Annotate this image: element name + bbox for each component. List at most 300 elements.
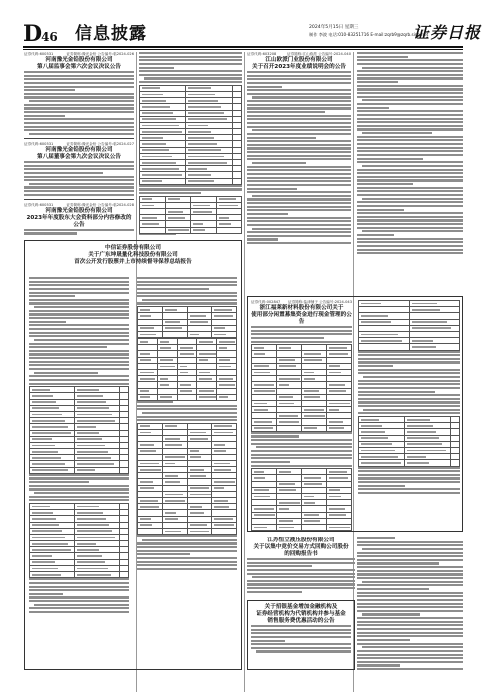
text-line	[29, 611, 129, 613]
text-line	[357, 624, 463, 626]
notice-right-col	[137, 277, 237, 572]
text-line	[357, 158, 423, 160]
notice-title-line: 第八届董事会第九次会议决议公告	[37, 153, 121, 160]
text-line	[247, 220, 351, 222]
table-cell	[140, 178, 186, 184]
text-line	[137, 416, 237, 418]
text-line	[137, 546, 237, 548]
table-cell	[162, 528, 187, 534]
text-line	[24, 89, 75, 91]
text-line	[247, 558, 355, 560]
masthead-rule	[23, 46, 463, 48]
data-table	[358, 300, 460, 351]
text-line	[137, 542, 237, 544]
text-line	[247, 235, 351, 237]
text-line	[137, 408, 237, 410]
stock-name-code: 证券简称:豫光金铅 公告编号:临2024-027	[66, 141, 134, 146]
text-line	[29, 589, 129, 591]
stock-name-code: 证券简称:豫光金铅 公告编号:临2024-028	[66, 202, 134, 207]
editors-line: 制作 李波 电话:010-83251716 E-mail:zqrb9@zqrb.sina.net	[309, 32, 429, 37]
text-line	[358, 412, 460, 414]
notice-header	[251, 300, 352, 326]
text-line	[357, 125, 463, 127]
notice-right-col	[357, 52, 463, 292]
text-line	[362, 548, 463, 550]
table-cell	[186, 178, 232, 184]
text-line	[357, 212, 463, 214]
text-line	[29, 343, 129, 345]
text-line	[363, 376, 460, 378]
table-cell	[120, 572, 129, 578]
text-line	[357, 570, 463, 572]
table-cell	[30, 467, 75, 473]
separator	[24, 199, 134, 200]
text-line	[139, 56, 242, 58]
text-line	[357, 114, 463, 116]
table-cell	[75, 572, 120, 578]
text-line	[29, 578, 129, 580]
text-line	[357, 92, 463, 94]
text-line	[247, 238, 278, 240]
text-line	[357, 52, 463, 54]
text-line	[247, 147, 351, 149]
text-line	[251, 461, 290, 463]
text-line	[357, 668, 463, 670]
text-line	[357, 176, 463, 178]
table-cell	[187, 528, 212, 534]
notice-title-line: 关于以集中竞价交易方式回购公司股份	[253, 544, 349, 550]
stock-name-code: 证券简称:盐津铺子 公告编号:2024-043	[288, 300, 352, 304]
text-line	[29, 375, 129, 377]
page-number: D46	[23, 21, 58, 47]
text-line	[358, 474, 460, 476]
text-line	[357, 657, 463, 659]
table-cell	[157, 394, 177, 400]
text-line	[29, 332, 129, 334]
text-line	[247, 231, 351, 233]
table-cell	[232, 178, 241, 184]
notice-right-col	[247, 52, 351, 292]
section-title: 信息披露	[75, 24, 147, 44]
text-line	[357, 216, 463, 218]
text-line	[142, 299, 237, 301]
text-line	[357, 559, 463, 561]
text-line	[357, 234, 394, 236]
data-table	[137, 306, 237, 338]
text-line	[247, 173, 351, 175]
text-line	[357, 661, 463, 663]
data-table	[29, 386, 129, 474]
text-line	[358, 492, 460, 494]
text-line	[357, 74, 463, 76]
text-line	[357, 169, 463, 171]
text-line	[29, 488, 129, 490]
text-line	[357, 154, 463, 156]
text-line	[357, 639, 410, 641]
notice-title-line: 第八届监事会第六次会议决议公告	[37, 64, 121, 70]
text-line	[137, 288, 209, 290]
text-line	[24, 86, 134, 88]
table-cell	[359, 460, 405, 466]
text-line	[137, 405, 237, 407]
text-line	[29, 485, 129, 487]
text-line	[256, 650, 351, 652]
text-line	[251, 454, 352, 456]
text-line	[357, 566, 463, 568]
text-line	[247, 166, 351, 168]
text-line	[24, 122, 134, 124]
notice-block-zhaoyin	[247, 600, 355, 670]
text-line	[357, 632, 463, 634]
text-line	[357, 654, 463, 656]
text-line	[247, 206, 351, 208]
table-cell	[30, 572, 75, 578]
text-line	[137, 535, 237, 537]
table-cell	[138, 528, 163, 534]
data-table	[139, 85, 242, 185]
text-line	[247, 89, 351, 91]
text-line	[357, 595, 463, 597]
table-cell	[359, 344, 410, 350]
text-line	[362, 613, 420, 615]
text-line	[247, 184, 351, 186]
text-line	[357, 555, 463, 557]
text-line	[247, 100, 351, 102]
text-line	[357, 617, 463, 619]
text-line	[357, 88, 463, 90]
text-line	[139, 192, 201, 194]
table-cell	[138, 331, 163, 337]
notice-left-col	[251, 300, 352, 531]
data-table	[251, 468, 352, 531]
text-line	[29, 281, 129, 283]
notice-title-line: 江山欧派门业股份有限公司	[265, 57, 333, 63]
notice-block-fulai	[247, 296, 463, 532]
text-line	[362, 230, 463, 232]
text-line	[29, 383, 129, 385]
text-line	[29, 582, 129, 584]
text-line	[358, 405, 460, 407]
text-line	[357, 592, 463, 594]
text-line	[247, 104, 351, 106]
text-line	[247, 140, 351, 142]
text-line	[357, 249, 463, 251]
text-line	[251, 457, 352, 459]
newspaper-logo: 证券日报	[413, 23, 482, 42]
text-line	[137, 295, 237, 297]
text-line	[251, 435, 299, 437]
text-line	[357, 183, 413, 185]
text-line	[24, 194, 134, 196]
text-line	[29, 357, 129, 359]
text-line	[357, 107, 389, 109]
text-line	[247, 580, 355, 582]
text-line	[357, 77, 463, 79]
text-line	[247, 242, 351, 244]
text-line	[357, 150, 463, 152]
text-line	[358, 470, 460, 472]
text-line	[357, 190, 463, 192]
text-line	[362, 165, 463, 167]
text-line	[252, 162, 306, 164]
table-cell	[302, 425, 327, 431]
data-table	[251, 344, 352, 432]
text-line	[357, 143, 463, 145]
text-line	[29, 350, 129, 352]
table-cell	[277, 425, 302, 431]
text-line	[251, 330, 352, 332]
text-line	[142, 539, 237, 541]
table-cell	[162, 331, 187, 337]
text-line	[24, 96, 134, 98]
text-line	[24, 186, 134, 188]
text-line	[357, 245, 463, 247]
notice-title-line: 关于召开2023年度业绩说明会的公告	[252, 64, 346, 70]
data-table	[137, 423, 237, 535]
text-line	[24, 129, 134, 131]
table-cell	[138, 394, 158, 400]
text-line	[358, 380, 460, 382]
text-line	[357, 577, 463, 579]
text-line	[29, 496, 129, 498]
text-line	[357, 227, 463, 229]
text-line	[29, 335, 129, 337]
table-cell	[216, 227, 242, 233]
text-line	[29, 321, 66, 323]
text-line	[357, 223, 463, 225]
text-line	[24, 115, 65, 117]
text-line	[357, 573, 463, 575]
text-line	[29, 284, 129, 286]
text-line	[357, 209, 404, 211]
text-line	[137, 550, 237, 552]
table-cell	[120, 467, 129, 473]
text-line	[247, 93, 351, 95]
table-cell	[327, 524, 352, 530]
text-line	[251, 465, 352, 467]
text-line	[29, 481, 89, 483]
stock-name-code: 证券简称:江山欧派 公告编号:2024-040	[287, 52, 351, 56]
text-line	[358, 372, 460, 374]
text-line	[247, 155, 351, 157]
text-line	[363, 409, 460, 411]
text-line	[247, 573, 355, 575]
text-line	[357, 562, 439, 564]
table-cell	[187, 331, 212, 337]
data-table	[358, 416, 460, 467]
data-table	[137, 338, 237, 401]
text-line	[139, 188, 242, 190]
text-line	[357, 161, 463, 163]
text-line	[139, 67, 174, 69]
notice-block-middle-top	[139, 52, 242, 235]
text-line	[247, 562, 355, 564]
text-line	[357, 121, 463, 123]
text-line	[358, 488, 460, 490]
text-line	[24, 75, 134, 77]
text-line	[24, 176, 134, 178]
table-cell	[404, 460, 450, 466]
text-line	[251, 333, 352, 335]
text-line	[139, 52, 242, 54]
table-cell	[277, 524, 302, 530]
text-line	[357, 610, 463, 612]
text-line	[357, 136, 463, 138]
notice-title-line: 浙江福莱新材料股份有限公司关于	[259, 305, 344, 311]
text-line	[251, 640, 285, 642]
text-line	[29, 364, 129, 366]
text-line	[252, 576, 355, 578]
notice-block-hengli-cont	[357, 537, 463, 670]
text-line	[29, 292, 129, 294]
text-line	[29, 474, 129, 476]
text-line	[29, 310, 129, 312]
text-line	[357, 147, 463, 149]
text-line	[34, 492, 129, 494]
table-cell	[302, 524, 327, 530]
text-line	[247, 587, 355, 589]
table-cell	[177, 394, 197, 400]
notice-inner	[25, 241, 241, 270]
table-cell	[191, 227, 217, 233]
text-line	[251, 643, 351, 645]
text-line	[24, 107, 134, 109]
text-line	[358, 358, 460, 360]
notice-title-line: 证券经营机构为代销机构并参与基金	[256, 611, 346, 617]
text-line	[24, 118, 134, 120]
text-line	[358, 401, 460, 403]
text-line	[247, 115, 351, 117]
text-line	[357, 194, 463, 196]
text-line	[362, 198, 463, 200]
text-line	[251, 326, 352, 328]
text-line	[357, 643, 463, 645]
text-line	[357, 241, 463, 243]
text-line	[358, 365, 393, 367]
notice-title-line: 关于招银基金增加金融机构及	[264, 604, 338, 610]
text-line	[251, 443, 352, 445]
text-line	[357, 81, 398, 83]
text-line	[24, 126, 134, 128]
text-line	[29, 368, 129, 370]
text-line	[29, 133, 134, 135]
text-line	[24, 111, 134, 113]
text-line	[137, 302, 237, 304]
text-line	[247, 111, 325, 113]
notice-title-line: 的回购报告书	[284, 551, 318, 557]
text-line	[357, 252, 463, 254]
text-line	[251, 647, 351, 649]
text-line	[247, 169, 351, 171]
separator	[24, 138, 134, 139]
text-line	[357, 103, 463, 105]
text-line	[24, 179, 134, 181]
text-line	[142, 412, 237, 414]
text-line	[357, 664, 400, 666]
text-line	[29, 593, 63, 595]
text-line	[137, 419, 237, 421]
text-line	[29, 295, 75, 297]
text-line	[29, 288, 129, 290]
text-line	[357, 621, 463, 623]
text-line	[358, 481, 460, 483]
text-line	[29, 328, 129, 330]
text-line	[24, 82, 134, 84]
table-cell	[252, 524, 277, 530]
text-line	[362, 646, 463, 648]
text-line	[137, 553, 190, 555]
text-line	[24, 93, 134, 95]
text-line	[357, 187, 463, 189]
notice-title-line: 2023年年度股东大会资料部分内容修改的公告	[26, 214, 132, 228]
notice-header	[24, 203, 134, 229]
text-line	[252, 129, 351, 131]
text-line	[251, 432, 352, 434]
text-line	[247, 158, 351, 160]
text-line	[29, 586, 129, 588]
text-line	[251, 337, 324, 339]
text-line	[357, 219, 463, 221]
text-line	[24, 190, 134, 192]
table-cell	[327, 425, 352, 431]
text-line	[247, 177, 351, 179]
text-line	[362, 67, 463, 69]
text-line	[357, 128, 463, 130]
text-line	[144, 77, 242, 79]
text-line	[251, 450, 352, 452]
notice-header	[251, 604, 351, 625]
text-line	[29, 324, 129, 326]
notice-title-line: 中信证券股份有限公司	[105, 245, 161, 251]
text-line	[358, 394, 460, 396]
table-cell	[409, 344, 460, 350]
text-line	[247, 133, 351, 135]
notice-block-hengli	[247, 537, 355, 597]
text-line	[247, 565, 312, 567]
text-line	[357, 606, 463, 608]
text-line	[247, 188, 297, 190]
text-line	[247, 107, 351, 109]
text-line	[247, 122, 351, 124]
text-line	[247, 82, 351, 84]
text-line	[252, 228, 351, 230]
text-line	[357, 603, 463, 605]
text-line	[24, 172, 103, 174]
text-line	[358, 369, 460, 371]
text-line	[357, 588, 429, 590]
text-line	[139, 74, 242, 76]
notice-block-citic	[24, 240, 242, 670]
text-line	[29, 277, 129, 279]
table-cell	[212, 528, 237, 534]
text-line	[358, 383, 460, 385]
text-line	[247, 86, 282, 88]
text-line	[358, 485, 405, 487]
text-line	[24, 78, 134, 80]
masthead-rule-thin	[23, 49, 463, 50]
stock-code: 证券代码:600531	[24, 141, 54, 146]
text-line	[252, 195, 351, 197]
notice-header	[24, 142, 134, 161]
text-line	[247, 118, 351, 120]
text-line	[247, 180, 351, 182]
text-line	[357, 172, 463, 174]
text-line	[357, 70, 463, 72]
text-line	[247, 591, 302, 593]
text-line	[251, 632, 351, 634]
text-line	[247, 71, 351, 73]
text-line	[357, 541, 463, 543]
